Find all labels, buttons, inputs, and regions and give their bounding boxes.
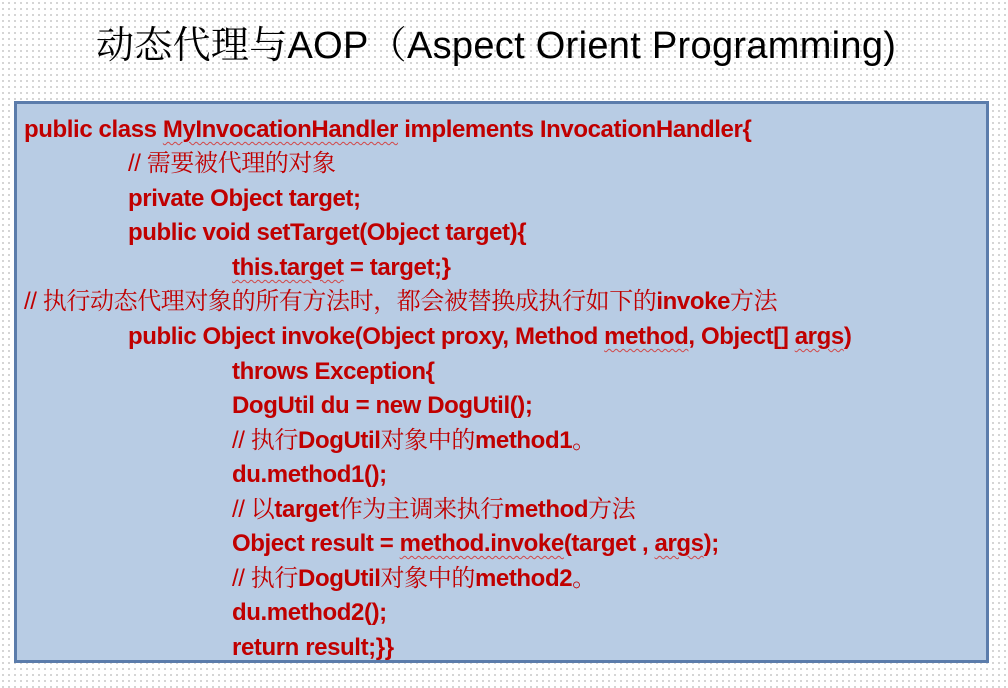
- code-text: du.method1();: [232, 461, 387, 488]
- comment-line: [17, 493, 635, 527]
- code-text: (target ,: [563, 530, 655, 557]
- comment-text: // 执行动态代理对象的所有方法时，都会被替换成执行如下的: [24, 288, 657, 315]
- code-text: , Object[]: [688, 323, 795, 350]
- comment-text: 对象中的: [380, 427, 475, 454]
- method-call: method.invoke: [399, 530, 564, 557]
- code-line: [17, 320, 851, 354]
- field-reference: this.target: [232, 254, 344, 281]
- code-line: [17, 251, 451, 285]
- code-text: private Object target;: [128, 185, 361, 212]
- comment-text: // 以: [232, 496, 275, 523]
- comment-keyword: DogUtil: [298, 427, 381, 454]
- code-text: public void setTarget(Object target){: [128, 219, 527, 246]
- comment-keyword: method2: [474, 565, 573, 592]
- code-line: [17, 355, 435, 389]
- code-text: ): [843, 323, 852, 350]
- code-line: [17, 527, 719, 561]
- code-text: throws Exception{: [232, 358, 435, 385]
- code-text: DogUtil du = new DogUtil();: [232, 392, 533, 419]
- comment-text: 方法: [588, 496, 636, 523]
- code-text: = target;}: [343, 254, 451, 281]
- parameter-name: args: [654, 530, 704, 557]
- comment-keyword: method: [503, 496, 589, 523]
- parameter-name: method: [604, 323, 689, 350]
- comment-text: 方法: [730, 288, 778, 315]
- comment-line: [17, 147, 336, 181]
- comment-text: 对象中的: [380, 565, 475, 592]
- code-line: [17, 631, 394, 665]
- comment-line: [17, 424, 596, 458]
- comment-keyword: DogUtil: [298, 565, 381, 592]
- comment-keyword: method1: [474, 427, 573, 454]
- parameter-name: args: [794, 323, 844, 350]
- slide-title: 动态代理与AOP（Aspect Orient Programming): [96, 25, 897, 67]
- code-line: [17, 182, 361, 216]
- comment-text: 作为主调来执行: [338, 496, 504, 523]
- comment-keyword: target: [274, 496, 339, 523]
- code-line: [17, 216, 526, 250]
- comment-text: // 需要被代理的对象: [128, 150, 336, 177]
- code-text: implements InvocationHandler{: [397, 116, 752, 143]
- code-line: [17, 596, 387, 630]
- code-text: public class: [24, 116, 163, 143]
- comment-line: [17, 285, 777, 319]
- comment-keyword: invoke: [656, 288, 731, 315]
- code-block: [14, 101, 989, 663]
- comment-text: // 执行: [232, 427, 299, 454]
- code-line: [17, 389, 533, 423]
- code-text: );: [703, 530, 719, 557]
- code-line: [17, 458, 387, 492]
- code-text: public Object invoke(Object proxy, Method: [128, 323, 605, 350]
- comment-text: 。: [572, 565, 596, 592]
- comment-text: // 执行: [232, 565, 299, 592]
- code-text: return result;}}: [232, 634, 394, 661]
- code-text: Object result =: [232, 530, 400, 557]
- comment-line: [17, 562, 596, 596]
- code-text: du.method2();: [232, 599, 387, 626]
- code-line: [17, 113, 751, 147]
- class-name: MyInvocationHandler: [162, 116, 398, 143]
- comment-text: 。: [572, 427, 596, 454]
